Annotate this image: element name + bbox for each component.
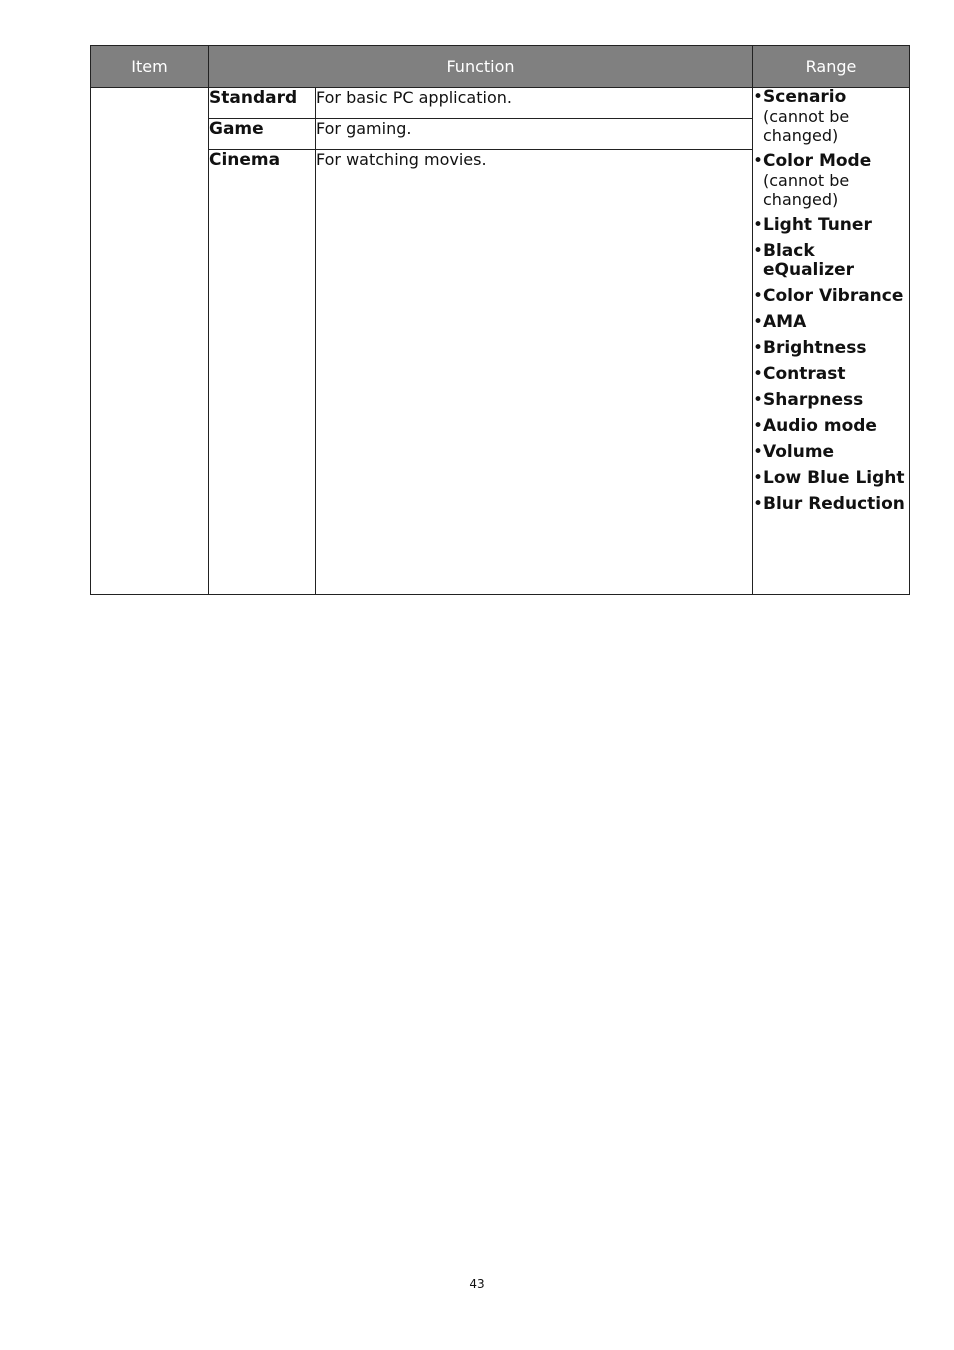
bullet-icon: • [753, 241, 764, 261]
range-item-note: (cannot be changed) [763, 107, 850, 145]
list-item [753, 391, 909, 410]
list-item [753, 88, 909, 145]
mode-name-game: Game [209, 119, 316, 150]
range-item-label: Brightness [763, 338, 867, 358]
mode-description-standard: For basic PC application. [316, 88, 753, 119]
range-item-label: Color Vibrance [763, 286, 904, 306]
bullet-icon: • [753, 468, 764, 488]
bullet-icon: • [753, 338, 764, 358]
bullet-icon: • [753, 151, 764, 171]
list-item [753, 339, 909, 358]
range-item-label: AMA [763, 312, 807, 332]
list-item [753, 443, 909, 462]
list-item [753, 216, 909, 235]
list-item [753, 469, 909, 488]
range-item-label: Blur Reduction [763, 494, 905, 514]
header-item: Item [91, 46, 209, 88]
bullet-icon: • [753, 416, 764, 436]
table-row [91, 88, 910, 119]
table-header-row [91, 46, 910, 88]
list-item [753, 313, 909, 332]
bullet-icon: • [753, 364, 764, 384]
range-item-label: Audio mode [763, 416, 877, 436]
range-item-label: Light Tuner [763, 215, 872, 235]
bullet-icon: • [753, 390, 764, 410]
range-item-label: Low Blue Light [763, 468, 905, 488]
picture-mode-table [90, 45, 910, 595]
range-item-label: Scenario [763, 87, 847, 107]
header-range: Range [753, 46, 910, 88]
bullet-icon: • [753, 215, 764, 235]
list-item [753, 495, 909, 514]
bullet-icon: • [753, 286, 764, 306]
list-item [753, 242, 909, 280]
range-list [753, 88, 909, 514]
header-function: Function [209, 46, 753, 88]
mode-name-standard: Standard [209, 88, 316, 119]
range-item-label: Color Mode [763, 151, 872, 171]
range-item-label: Sharpness [763, 390, 864, 410]
range-item-label: Volume [763, 442, 835, 462]
bullet-icon: • [753, 442, 764, 462]
bullet-icon: • [753, 494, 764, 514]
range-item-label: Contrast [763, 364, 846, 384]
list-item [753, 152, 909, 209]
range-cell [753, 88, 910, 595]
range-item-note: (cannot be changed) [763, 171, 850, 209]
list-item [753, 287, 909, 306]
list-item [753, 365, 909, 384]
bullet-icon: • [753, 312, 764, 332]
range-item-label: Black eQualizer [763, 241, 855, 280]
mode-name-cinema: Cinema [209, 150, 316, 595]
item-cell [91, 88, 209, 595]
mode-description-game: For gaming. [316, 119, 753, 150]
mode-description-cinema: For watching movies. [316, 150, 753, 595]
page-number: 43 [469, 1277, 485, 1291]
bullet-icon: • [753, 87, 764, 107]
list-item [753, 417, 909, 436]
